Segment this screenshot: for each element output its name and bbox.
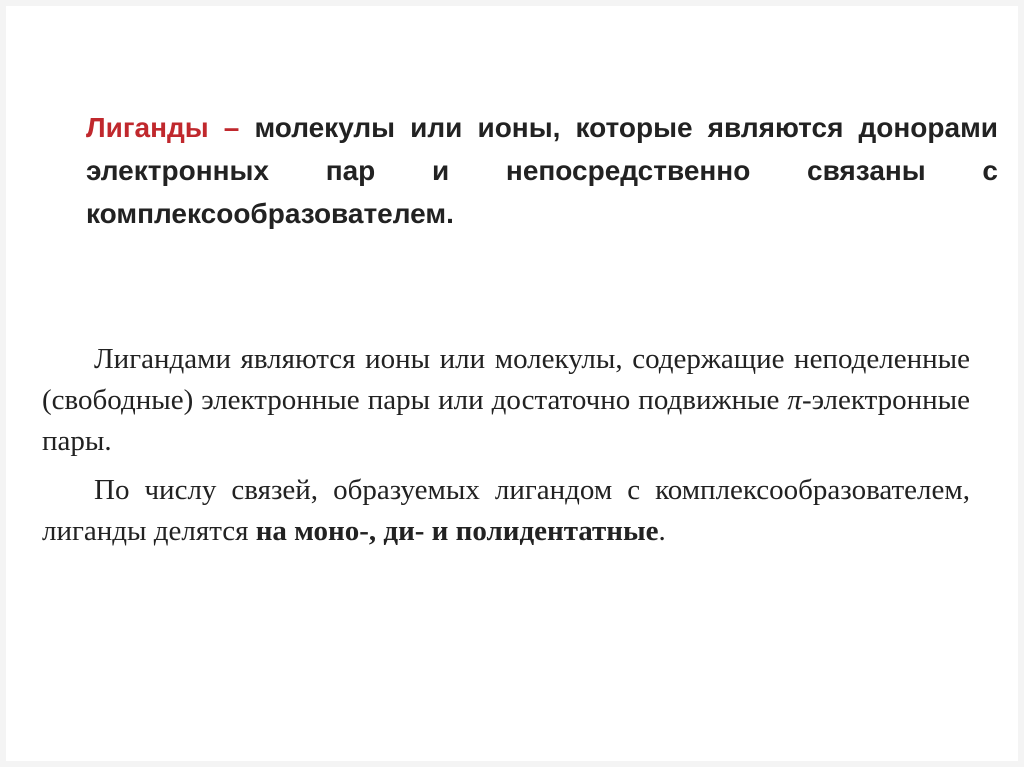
paragraph2-text: По числу связей, образуемых лигандом с комплексообразователем, лиганды делятся	[42, 474, 970, 547]
paragraph2-bold-text: на моно-, ди- и полидентатные	[255, 515, 659, 547]
definition-text: молекулы или ионы, которые являются донорами электронных пар и непосредственно связаны с комплексообразователем.	[86, 112, 999, 229]
paragraph1-text: Лигандами являются ионы или молекулы, содержащие неподеленные (свободные) электронные пары или достаточно подвижные	[42, 343, 970, 416]
paragraph-ligands-description	[42, 339, 970, 462]
paragraph-ligands-classification	[42, 470, 970, 552]
paragraph2-end: .	[658, 515, 666, 547]
definition-term: Лиганды –	[86, 112, 240, 143]
pi-symbol: π	[787, 384, 802, 416]
body-text	[42, 339, 970, 560]
slide	[6, 6, 1018, 761]
paragraph1-text-end: -электронные пары.	[42, 384, 970, 457]
definition-paragraph	[86, 106, 998, 235]
